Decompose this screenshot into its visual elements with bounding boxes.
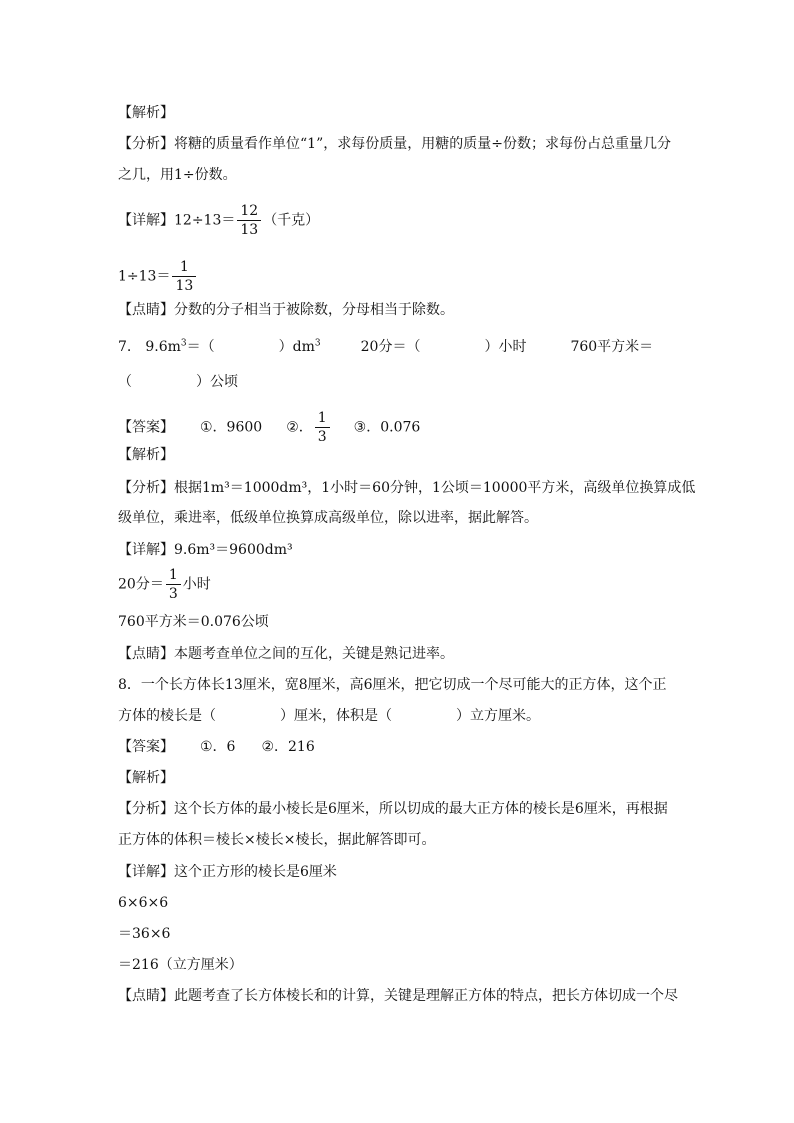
fraction-numerator: 1 (166, 566, 181, 585)
q6-jiexi-heading: 【解析】 (118, 105, 174, 121)
fraction-denominator: 3 (317, 429, 327, 445)
fraction-numerator: 1 (315, 409, 330, 428)
q7-fenxi-line1: 【分析】根据1m³＝1000dm³，1小时＝60分钟，1公顷＝10000平方米，高级单位换算成低 (118, 480, 696, 496)
q8-answer-label: 【答案】 (118, 739, 174, 755)
fraction-denominator: 3 (168, 586, 178, 602)
q6-xiangjie-prefix: 【详解】12÷13＝ (118, 212, 236, 229)
q6-fenxi-line2: 之几，用1÷份数。 (118, 167, 237, 183)
q8-answer-line (118, 737, 315, 757)
q6-dianjing: 【点睛】分数的分子相当于被除数，分母相当于除数。 (118, 302, 454, 318)
q6-step2-fraction (172, 258, 196, 295)
q8-stem-part-a: 方体的棱长是（ (118, 708, 216, 724)
q6-xiangjie-line (118, 202, 319, 239)
q7-answer-1: ①．9600 (200, 419, 263, 436)
q7-part1-close: ） (278, 339, 293, 355)
q8-stem-line1: 8．一个长方体长13厘米，宽8厘米，高6厘米，把它切成一个尽可能大的正方体，这个正 (118, 677, 667, 693)
q8-jiexi-heading: 【解析】 (118, 770, 174, 786)
q7-dianjing: 【点睛】本题考查单位之间的互化，关键是熟记进率。 (118, 646, 454, 662)
q7-part1-value: 9.6m (145, 339, 181, 355)
q8-calc-1: 6×6×6 (118, 895, 169, 911)
q8-stem-part-b: ）厘米，体积是（ (280, 708, 392, 724)
q8-calc-3: ＝216（立方厘米） (118, 957, 243, 973)
q7-fenxi-line2: 级单位，乘进率，低级单位换算成高级单位，除以进率，据此解答。 (118, 510, 538, 526)
q7-number: 7. (118, 339, 132, 355)
q7-step2-line (118, 566, 211, 603)
q7-answer-2-prefix: ②． (286, 419, 313, 436)
q7-stem-line1 (118, 337, 653, 357)
fraction-denominator: 13 (175, 278, 194, 294)
q7-stem-line2 (118, 372, 238, 392)
q6-fenxi-line1: 【分析】将糖的质量看作单位“1”，求每份质量，用糖的质量÷份数；求每份占总重量几分 (118, 136, 671, 152)
q6-xiangjie-unit: （千克） (263, 212, 320, 229)
q7-part1-unit: dm (292, 339, 315, 355)
q7-xiangjie: 【详解】9.6m³＝9600dm³ (118, 542, 293, 558)
fraction-denominator: 13 (240, 222, 259, 238)
q6-step2-line (118, 258, 198, 295)
q7-part1-exponent: 3 (180, 338, 187, 349)
q6-step2-prefix: 1÷13＝ (118, 268, 171, 285)
q7-part3-text: 760平方米＝ (570, 339, 654, 355)
q7-answer-2-fraction (315, 409, 330, 446)
q7-step2-fraction (166, 566, 181, 603)
q7-step2-prefix: 20分＝ (118, 576, 164, 593)
q8-answer-2: ②．216 (261, 739, 315, 755)
q7-answer-label: 【答案】 (118, 419, 174, 436)
q7-jiexi-heading: 【解析】 (118, 447, 174, 463)
q8-dianjing: 【点睛】此题考查了长方体棱长和的计算，关键是理解正方体的特点，把长方体切成一个尽 (118, 988, 678, 1004)
q7-line2-open: （ (118, 374, 132, 390)
q7-line2-close: ）公顷 (196, 374, 238, 390)
q7-answer-3: ③．0.076 (353, 419, 421, 436)
q6-xiangjie-fraction (237, 202, 261, 239)
fraction-numerator: 12 (237, 202, 261, 221)
q7-part1-unit-exponent: 3 (314, 338, 321, 349)
q8-stem-part-c: ）立方厘米。 (456, 708, 540, 724)
fraction-numerator: 1 (172, 258, 196, 277)
q7-step2-unit: 小时 (182, 576, 211, 593)
q8-answer-1: ①．6 (200, 739, 236, 755)
q7-part2-open: 20分＝（ (360, 339, 421, 355)
q8-fenxi-line2: 正方体的体积＝棱长×棱长×棱长，据此解答即可。 (118, 832, 436, 848)
q8-xiangjie: 【详解】这个正方形的棱长是6厘米 (118, 864, 337, 880)
q7-step3: 760平方米＝0.076公顷 (118, 614, 269, 630)
q7-answer-line (118, 409, 420, 446)
q8-stem-line2 (118, 706, 540, 726)
q7-part1-eq: ＝（ (186, 339, 215, 355)
q8-fenxi-line1: 【分析】这个长方体的最小棱长是6厘米，所以切成的最大正方体的棱长是6厘米，再根据 (118, 801, 668, 817)
q8-calc-2: ＝36×6 (118, 926, 171, 942)
q7-part2-close: ）小时 (484, 339, 527, 355)
